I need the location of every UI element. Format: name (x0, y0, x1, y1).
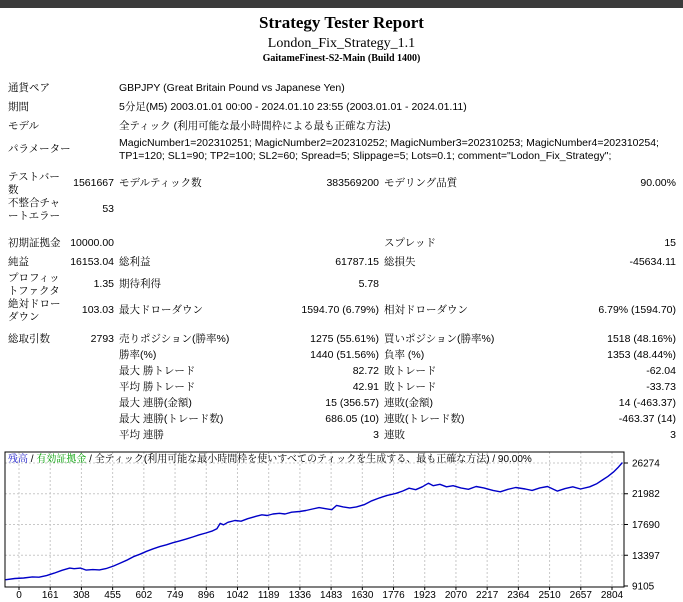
stat-value: -33.73 (646, 381, 676, 394)
x-axis-label: 308 (73, 590, 90, 601)
stat-value: 1561667 (73, 177, 114, 190)
stat-label: 売りポジション(勝率%) (119, 333, 230, 346)
stat-value: 14 (-463.37) (618, 397, 676, 410)
table-row (8, 412, 676, 428)
x-axis-label: 2804 (600, 590, 624, 601)
report-table (8, 79, 676, 444)
stat-label: 純益 (8, 255, 29, 268)
table-row (8, 98, 676, 117)
stat-label: パラメーター (8, 143, 71, 156)
x-axis-label: 455 (104, 590, 121, 601)
stat-label: 買いポジション(勝率%) (384, 333, 495, 346)
x-axis-label: 2657 (569, 590, 592, 601)
stat-value: 全ティック (利用可能な最小時間枠による最も正確な方法) (119, 120, 391, 133)
stat-label: 連敗(金額) (384, 397, 433, 410)
report-header (0, 8, 683, 65)
stat-label: テストバー数 (8, 170, 60, 196)
table-row (8, 272, 676, 298)
stat-label: 勝率(%) (119, 349, 157, 362)
stat-value: 1353 (48.44%) (607, 349, 676, 362)
stat-label: モデル (8, 120, 39, 133)
legend-equity: 有効証拠金 (36, 454, 87, 465)
stat-label: 平均 連勝 (119, 429, 164, 442)
x-axis-label: 1189 (257, 590, 280, 601)
stat-value: 10000.00 (70, 236, 114, 249)
x-axis-label: 2070 (444, 590, 468, 601)
x-axis-label: 1336 (288, 590, 312, 601)
x-axis-label: 1630 (351, 590, 374, 601)
stat-label: モデリング品質 (384, 177, 458, 190)
stat-label: 期間 (8, 101, 29, 114)
stat-label: 最大 勝トレード (119, 365, 196, 378)
stat-value: 686.05 (10) (325, 413, 379, 426)
stat-label: 総損失 (384, 255, 416, 268)
stat-value: 1275 (55.61%) (310, 333, 379, 346)
chart-legend (8, 452, 532, 465)
stat-value: 82.72 (352, 365, 379, 378)
table-row (8, 79, 676, 98)
stat-label: 不整合チャートエラー (8, 196, 61, 222)
y-axis-label: 26274 (632, 458, 660, 470)
balance-chart (0, 451, 683, 602)
stat-group (8, 234, 676, 324)
y-axis-label: 13397 (632, 550, 660, 562)
stat-value: 1594.70 (6.79%) (301, 304, 379, 317)
stat-label: 負率 (%) (384, 349, 425, 362)
table-row (8, 298, 676, 324)
stat-label: 最大 連勝(トレード数) (119, 413, 224, 426)
x-axis-label: 2217 (476, 590, 499, 601)
stat-label: 敗トレード (384, 365, 437, 378)
table-row (8, 380, 676, 396)
table-row (8, 197, 676, 223)
stat-label: モデルティック数 (119, 177, 202, 190)
stat-label: 連敗 (384, 429, 405, 442)
stat-value: 53 (102, 203, 114, 216)
stat-label: 総取引数 (8, 333, 50, 346)
x-axis-label: 0 (16, 590, 22, 601)
x-axis-label: 1923 (413, 590, 436, 601)
table-row (8, 428, 676, 444)
x-axis-label: 749 (166, 590, 184, 601)
table-row (8, 234, 676, 253)
stat-value: 1.35 (93, 278, 114, 291)
stat-value: 16153.04 (70, 255, 114, 268)
table-row (8, 332, 676, 348)
stat-label: スプレッド (384, 236, 436, 249)
legend-model-text: 全ティック(利用可能な最小時間枠を使いすべてのティックを生成する、最も正確な方法) / 90.00% (94, 454, 532, 465)
x-axis-label: 1483 (319, 590, 343, 601)
stat-group (8, 332, 676, 444)
x-axis-label: 2364 (507, 590, 530, 601)
x-axis-label: 896 (197, 590, 215, 601)
balance-line (6, 463, 622, 580)
stat-value: 15 (664, 236, 676, 249)
stat-label: 相対ドローダウン (384, 304, 468, 317)
stat-value: 1518 (48.16%) (607, 333, 676, 346)
x-axis-label: 1042 (226, 590, 249, 601)
window-top-bar (0, 0, 683, 8)
stat-value: 15 (356.57) (325, 397, 379, 410)
server-build: GaitameFinest-S2-Main (Build 1400) (262, 53, 421, 64)
stat-label: 最大ドローダウン (119, 304, 203, 317)
stat-value: 383569200 (326, 177, 379, 190)
stat-value: 5.78 (358, 278, 379, 291)
x-axis-label: 2510 (538, 590, 561, 601)
legend-separator: / (28, 454, 37, 465)
x-axis-label: 161 (41, 590, 59, 601)
legend-balance: 残高 (8, 454, 28, 465)
stat-value: -62.04 (646, 365, 676, 378)
stat-label: 最大 連勝(金額) (119, 397, 192, 410)
stat-value: 3 (670, 429, 676, 442)
table-row (8, 117, 676, 136)
stat-value: 90.00% (640, 177, 676, 190)
stat-label: 敗トレード (384, 381, 437, 394)
y-axis-label: 9105 (632, 581, 655, 593)
stat-value: 2793 (90, 333, 114, 346)
stat-label: 通貨ペア (8, 82, 50, 95)
stat-value: 5分足(M5) 2003.01.01 00:00 - 2024.01.10 23:55 (2003.01.01 - 2024.01.11) (119, 101, 467, 114)
stat-label: 期待利得 (119, 278, 161, 291)
stat-label: 初期証拠金 (8, 236, 61, 249)
stat-value: GBPJPY (Great Britain Pound vs Japanese Yen) (119, 82, 345, 95)
stat-value: 103.03 (81, 304, 114, 317)
table-row (8, 348, 676, 364)
stat-value: 61787.15 (335, 255, 379, 268)
stat-value: MagicNumber1=202310251; MagicNumber2=202310252; MagicNumber3=202310253; MagicNumber4=202310254; TP1=120; SL1=90; TP2=100; SL2=60; Spread=5; Slippage=5; Lots=0.1; comment="Lodon_Fix_Strategy"; (119, 136, 659, 162)
y-axis-label: 17690 (632, 519, 660, 531)
chart-border (5, 452, 624, 587)
stat-label: 絶対ドローダウン (8, 297, 61, 323)
stat-value: 3 (373, 429, 379, 442)
stat-label: 平均 勝トレード (119, 381, 196, 394)
legend-separator: / (86, 454, 95, 465)
y-axis-label: 21982 (632, 489, 660, 501)
stat-value: -463.37 (14) (618, 413, 676, 426)
stat-group (8, 171, 676, 223)
x-axis-label: 1776 (382, 590, 405, 601)
table-row (8, 137, 676, 163)
table-row (8, 364, 676, 380)
table-row (8, 396, 676, 412)
table-row (8, 253, 676, 272)
stat-label: 連敗(トレード数) (384, 413, 465, 426)
ea-name: London_Fix_Strategy_1.1 (267, 36, 416, 51)
table-row (8, 171, 676, 197)
stat-value: 6.79% (1594.70) (598, 304, 676, 317)
stat-value: 1440 (51.56%) (310, 349, 379, 362)
report-title: Strategy Tester Report (259, 13, 424, 32)
stat-value: 42.91 (352, 381, 379, 394)
x-axis-label: 602 (135, 590, 153, 601)
stat-label: 総利益 (119, 255, 151, 268)
stat-value: -45634.11 (629, 255, 676, 268)
stat-label: プロフィットファクタ (8, 271, 60, 297)
